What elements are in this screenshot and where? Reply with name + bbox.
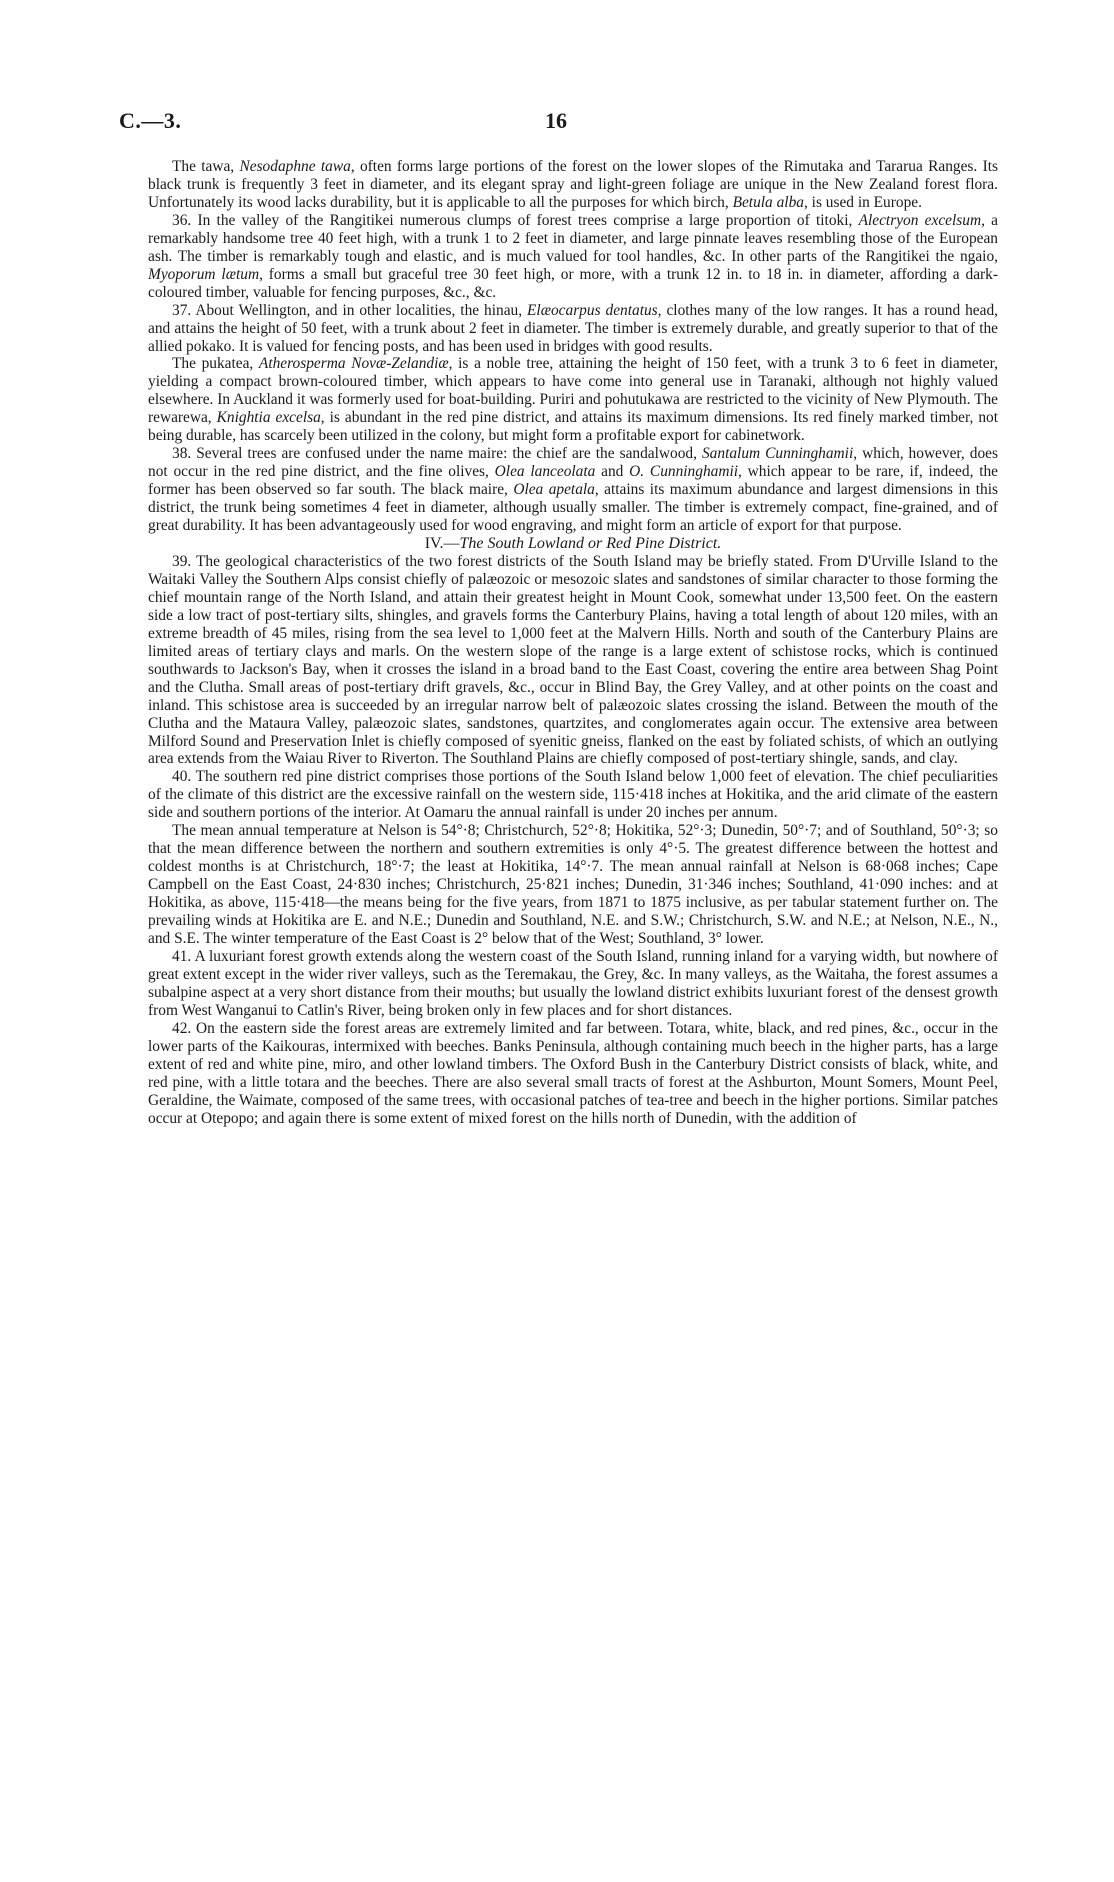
- species-name: Myoporum lætum: [148, 265, 260, 283]
- paragraph-42: 42. On the eastern side the forest areas are extremely limited and far between. Totara, white, black, and red pines, &c., occur in the lower parts of the Kaikouras, intermixed with beeches. Banks Peninsula, although containing much beech in the higher parts, has a large extent of red and white pine, miro, and other lowland timbers. The Oxford Bush in the Canterbury District consists of black, white, and red pine, with a little totara and the beeches. There are also several small tracts of forest at the Ashburton, Mount Somers, Mount Peel, Geraldine, the Waimate, composed of the same trees, with occasional patches of tea-tree and beech in the higher portions. Similar patches occur at Otepopo; and again there is some extent of mixed forest on the hills north of Dunedin, with the addition of: [148, 1019, 998, 1127]
- page-header: [119, 108, 999, 138]
- page-number: 16: [545, 108, 567, 133]
- paragraph-36: 36. In the valley of the Rangitikei numerous clumps of forest trees comprise a large proportion of titoki, Alectryon excelsum, a remarkably handsome tree 40 feet high, with a trunk 1 to 2 feet in diameter, and large pinnate leaves resembling those of the European ash. The timber is remarkably tough and elastic, and is much valued for tool handles, &c. In other parts of the Rangitikei the ngaio, Myoporum lætum, forms a small but graceful tree 30 feet high, or more, with a trunk 12 in. to 18 in. in diameter, affording a dark-coloured timber, valuable for fencing purposes, &c., &c.: [148, 211, 999, 301]
- species-name: Santalum Cunninghamii: [701, 445, 854, 463]
- document-reference: C.—3.: [119, 108, 182, 133]
- species-name: O. Cunninghamii: [629, 463, 739, 481]
- section-title: The South Lowland or Red Pine District.: [459, 535, 722, 553]
- section-number: IV.—: [424, 535, 460, 553]
- species-name: Nesodaphne tawa: [239, 158, 351, 175]
- paragraph-37: 37. About Wellington, and in other localities, the hinau, Elæocarpus dentatus, clothes many of the low ranges. It has a round head, and attains the height of 50 feet, with a trunk about 2 feet in diameter. The timber is extremely durable, and greatly superior to that of the allied pokako. It is valued for fencing posts, and has been used in bridges with good results.: [148, 301, 998, 355]
- species-name: Olea lanceolata: [494, 463, 596, 481]
- paragraph-38: 38. Several trees are confused under the name maire: the chief are the sandalwood, Santalum Cunninghamii, which, however, does not occur in the red pine district, and the fine olives, Olea lanceolata and O. Cunninghamii, which appear to be rare, if, indeed, the former has been observed so far south. The black maire, Olea apetala, attains its maximum abundance and largest dimensions in this district, the trunk being sometimes 4 feet in diameter, although usually smaller. The timber is extremely compact, fine-grained, and of great durability. It has been advantageously used for wood engraving, and might form an article of export for that purpose.: [148, 445, 999, 535]
- paragraph-41: 41. A luxuriant forest growth extends along the western coast of the South Island, running inland for a varying width, but nowhere of great extent except in the wider river valleys, such as the Teremakau, the Grey, &c. In many valleys, as the Waitaha, the forest assumes a subalpine aspect at a very short distance from their mouths; but usually the lowland district exhibits luxuriant forest of the densest growth from West Wanganui to Catlin's River, being broken only in few places and for short distances.: [148, 947, 998, 1019]
- section-heading: [148, 535, 998, 553]
- paragraph-pukatea: The pukatea, Atherosperma Novæ-Zelandiæ, is a noble tree, attaining the height of 150 feet, with a trunk 3 to 6 feet in diameter, yielding a compact brown-coloured timber, which appears to have come into general use in Taranaki, although not highly valued elsewhere. In Auckland it was formerly used for boat-building. Puriri and pohutukawa are restricted to the vicinity of New Plymouth. The rewarewa, Knightia excelsa, is abundant in the red pine district, and attains its maximum dimensions. Its red finely marked timber, not being durable, has scarcely been utilized in the colony, but might form a profitable export for cabinetwork.: [148, 355, 999, 445]
- species-name: Olea apetala: [513, 481, 595, 499]
- species-name: Atherosperma Novæ-Zelandiæ: [258, 355, 449, 373]
- body-text: [148, 158, 998, 1127]
- species-name: Betula alba: [732, 193, 804, 211]
- paragraph-39: 39. The geological characteristics of the two forest districts of the South Island may be briefly stated. From D'Urville Island to the Waitaki Valley the Southern Alps consist chiefly of palæozoic or mesozoic slates and sandstones of similar character to those forming the chief mountain range of the North Island, and attain their greatest height in Mount Cook, somewhat under 13,500 feet. On the eastern side a low tract of post-tertiary silts, shingles, and gravels forms the Canterbury Plains, having a total length of about 120 miles, with an extreme breadth of 45 miles, rising from the sea level to 1,000 feet at the Malvern Hills. North and south of the Canterbury Plains are limited areas of tertiary clays and marls. On the western slope of the range is a large extent of schistose rocks, which is continued southwards to Jackson's Bay, when it crosses the island in a broad band to the East Coast, covering the entire area between Shag Point and the Clutha. Small areas of post-tertiary drift gravels, &c., occur in Blind Bay, the Grey Valley, and at other points on the coast and inland. This schistose area is succeeded by an irregular narrow belt of palæozoic slates crossing the island. Between the mouth of the Clutha and the Mataura Valley, palæozoic slates, sandstones, quartzites, and conglomerates again occur. The extensive area between Milford Sound and Preservation Inlet is chiefly composed of syenitic gneiss, flanked on the east by foliated schists, of which an outlying area extends from the Waiau River to Riverton. The Southland Plains are chiefly composed of post-tertiary shingle, sands, and clay.: [148, 552, 998, 768]
- paragraph-40: 40. The southern red pine district comprises those portions of the South Island below 1,000 feet of elevation. The chief peculiarities of the climate of this district are the excessive rainfall on the western side, 115·418 inches at Hokitika, and the arid climate of the eastern side and southern portions of the interior. At Oamaru the annual rainfall is under 20 inches per annum.: [148, 768, 998, 822]
- species-name: Alectryon excelsum: [858, 211, 982, 229]
- paragraph-tawa: The tawa, Nesodaphne tawa, often forms large portions of the forest on the lower slopes of the Rimutaka and Tararua Ranges. Its black trunk is frequently 3 feet in diameter, and its elegant spray and light-green foliage are unique in the New Zealand forest flora. Unfortunately its wood lacks durability, but it is applicable to all the purposes for which birch, Betula alba, is used in Europe.: [148, 158, 998, 211]
- paragraph-temperature: The mean annual temperature at Nelson is 54°·8; Christchurch, 52°·8; Hokitika, 52°·3; Dunedin, 50°·7; and of Southland, 50°·3; so that the mean difference between the northern and southern extremities is only 4°·5. The greatest difference between the hottest and coldest months is at Christchurch, 18°·7; the least at Hokitika, 14°·7. The mean annual rainfall at Nelson is 68·068 inches; Cape Campbell on the East Coast, 24·830 inches; Christchurch, 25·821 inches; Dunedin, 31·346 inches; Southland, 41·090 inches: and at Hokitika, as above, 115·418—the means being for the five years, from 1871 to 1875 inclusive, as per tabular statement further on. The prevailing winds at Hokitika are E. and N.E.; Dunedin and Southland, N.E. and S.W.; Christchurch, S.W. and N.E.; at Nelson, N.E., N., and S.E. The winter temperature of the East Coast is 2° below that of the West; Southland, 3° lower.: [148, 822, 998, 947]
- species-name: Elæocarpus dentatus: [527, 301, 658, 319]
- species-name: Knightia excelsa: [216, 409, 321, 427]
